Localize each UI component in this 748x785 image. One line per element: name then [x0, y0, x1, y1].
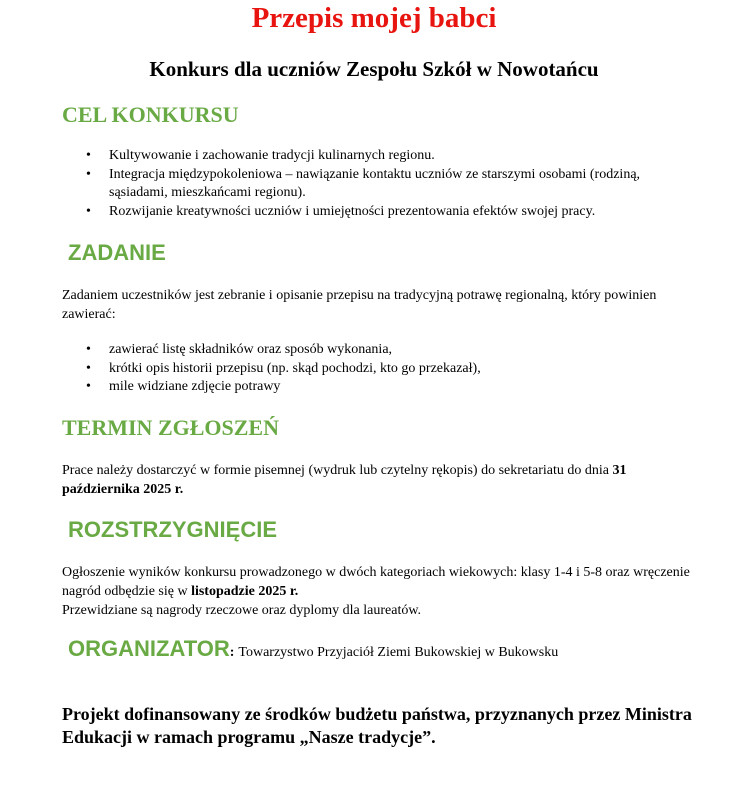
organizator-line	[68, 636, 558, 662]
rozstrzygniecie-text-body: Ogłoszenie wyników konkursu prowadzonego w dwóch kategoriach wiekowych: klasy 1-4 i 5-8 oraz wręczenie nagród odbędzie się w	[62, 565, 690, 599]
list-item	[62, 360, 702, 379]
list-item-text: zawierać listę składników oraz sposób wykonania,	[109, 342, 393, 357]
bullet-icon: •	[86, 360, 91, 376]
zadanie-intro: Zadaniem uczestników jest zebranie i opisanie przepisu na tradycyjną potrawę regionalną, który powinien zawierać:	[62, 288, 657, 322]
rozstrzygniecie-date: listopadzie 2025 r.	[191, 584, 299, 599]
heading-termin-zgloszen: TERMIN ZGŁOSZEŃ	[62, 415, 279, 440]
heading-organizator: ORGANIZATOR	[68, 636, 230, 661]
bullet-icon: •	[86, 166, 91, 182]
bullet-icon: •	[86, 203, 91, 219]
rozstrzygniecie-prizes: Przewidziane są nagrody rzeczowe oraz dyplomy dla laureatów.	[62, 603, 422, 618]
page-subtitle: Konkurs dla uczniów Zespołu Szkół w Nowotańcu	[149, 57, 599, 81]
bullet-icon: •	[86, 379, 91, 394]
bullet-icon: •	[86, 148, 91, 163]
zadanie-list	[62, 341, 702, 397]
funding-note: Projekt dofinansowany ze środków budżetu państwa, przyznanych przez Ministra Edukacji w ramach programu „Nasze tradycje”.	[62, 704, 692, 747]
heading-zadanie: ZADANIE	[68, 240, 166, 265]
list-item-text: Kultywowanie i zachowanie tradycji kulinarnych regionu.	[109, 148, 435, 163]
organizator-name: Towarzystwo Przyjaciół Ziemi Bukowskiej w Bukowsku	[238, 645, 559, 660]
termin-deadline: 31 października 2025 r.	[62, 463, 627, 497]
list-item-text: Rozwijanie kreatywności uczniów i umiejętności prezentowania efektów swojej pracy.	[109, 203, 596, 219]
list-item	[62, 166, 702, 203]
cel-list	[62, 147, 702, 221]
termin-text-body: Prace należy dostarczyć w formie pisemnej (wydruk lub czytelny rękopis) do sekretariatu do dnia	[62, 463, 613, 478]
list-item	[62, 147, 702, 166]
rozstrzygniecie-text	[62, 563, 702, 620]
heading-rozstrzygniecie: ROZSTRZYGNIĘCIE	[68, 517, 278, 542]
bullet-icon: •	[86, 342, 91, 357]
list-item-text: Integracja międzypokoleniowa – nawiązanie kontaktu uczniów ze starszymi osobami (rodziną, sąsiadami, mieszkańcami regionu).	[109, 166, 641, 200]
list-item-text: mile widziane zdjęcie potrawy	[109, 379, 281, 394]
list-item	[62, 341, 702, 360]
list-item	[62, 203, 702, 222]
termin-text	[62, 461, 702, 499]
list-item	[62, 378, 702, 397]
list-item-text: krótki opis historii przepisu (np. skąd pochodzi, kto go przekazał),	[109, 360, 481, 376]
organizator-colon: :	[229, 645, 235, 660]
page-title: Przepis mojej babci	[251, 2, 497, 34]
heading-cel-konkursu: CEL KONKURSU	[62, 102, 239, 127]
